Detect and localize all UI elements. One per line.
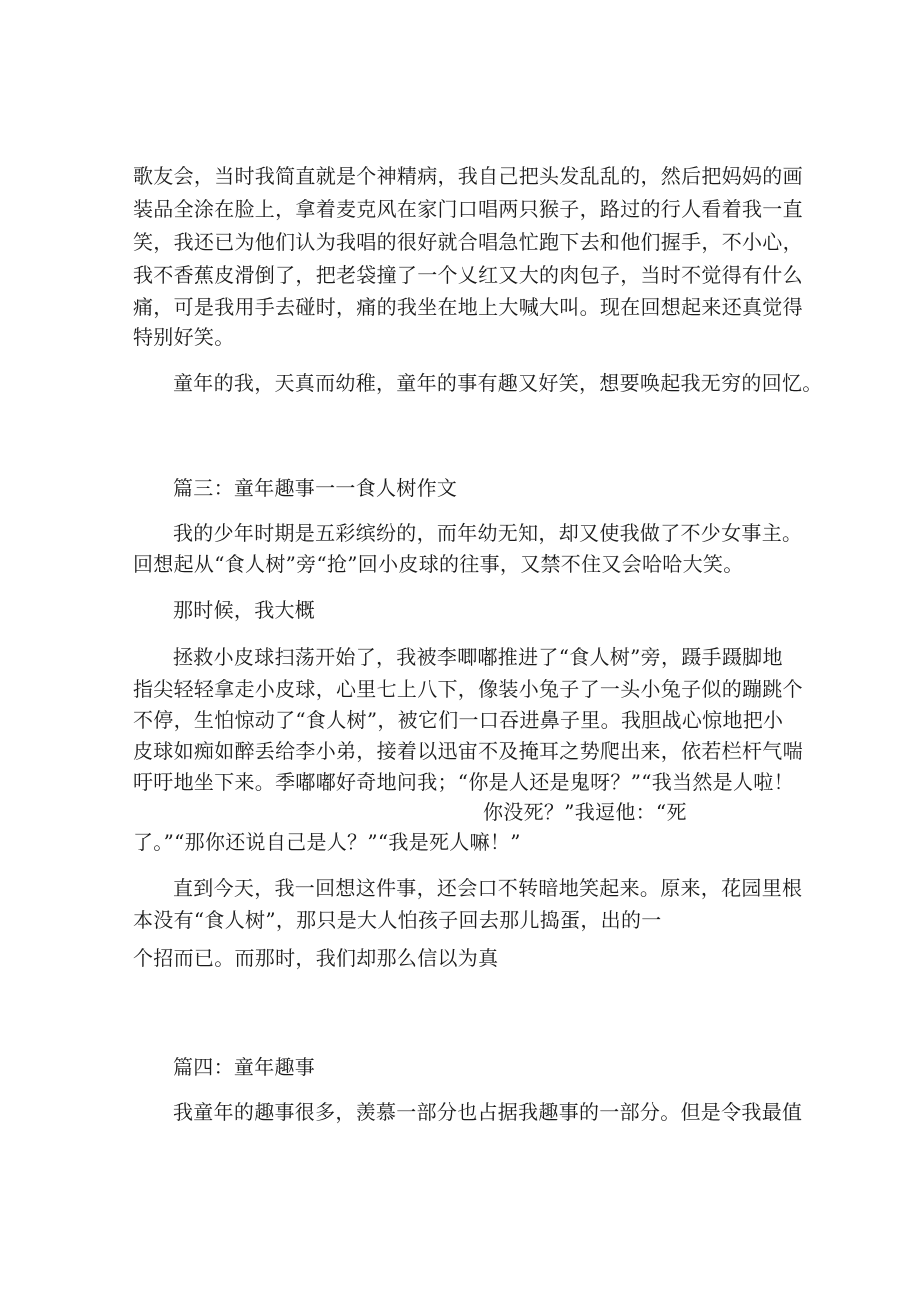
- paragraph-line: 我不香蕉皮滑倒了，把老袋撞了一个乂红又大的肉包子，当时不觉得有什么: [133, 263, 803, 287]
- paragraph-line: 歌友会，当时我简直就是个神精病，我自己把头发乱乱的，然后把妈妈的画: [133, 164, 803, 188]
- paragraph-line: 指尖轻轻拿走小皮球，心里七上八下，像装小兔子了一头小兔子似的蹦跳个: [133, 677, 803, 701]
- paragraph-line: 了。”“那你还说自己是人？”“我是死人嘛！”: [133, 830, 521, 854]
- paragraph-line: 不停，生怕惊动了“食人树”，被它们一口吞进鼻子里。我胆战心惊地把小: [133, 708, 784, 732]
- paragraph-line: 我的少年时期是五彩缤纷的，而年幼无知，却又使我做了不少女事主。: [173, 521, 803, 545]
- paragraph-line: 直到今天，我一回想这件事，还会口不转暗地笑起来。原来，花园里根: [173, 876, 803, 900]
- paragraph-line: 你没死？”我逗他：“死: [483, 800, 687, 824]
- paragraph-line: 笑，我还已为他们认为我唱的很好就合唱急忙跑下去和他们握手，不小心，: [133, 230, 803, 254]
- paragraph-line: 个招而已。而那时，我们却那么信以为真: [133, 946, 499, 970]
- paragraph-line: 皮球如痴如醉丢给李小弟，接着以迅宙不及掩耳之势爬出来，依若栏杆气喘: [133, 739, 803, 763]
- paragraph-line: 童年的我，天真而幼稚，童年的事有趣又好笑，想要唤起我无穷的回忆。: [173, 371, 823, 395]
- section-heading: 篇三：童年趣事一一食人树作文: [173, 476, 458, 500]
- paragraph-line: 本没有“食人树”，那只是大人怕孩子回去那儿捣蛋，出的一: [133, 908, 662, 932]
- section-heading: 篇四：童年趣事: [173, 1055, 316, 1079]
- paragraph-line: 回想起从“食人树”旁“抢”回小皮球的往事，又禁不住又会哈哈大笑。: [133, 552, 744, 576]
- paragraph-line: 那时候，我大概: [173, 598, 316, 622]
- paragraph-line: 痛，可是我用手去碰时，痛的我坐在地上大喊大叫。现在回想起来还真觉得: [133, 295, 803, 319]
- paragraph-line: 我童年的趣事很多，羡慕一部分也占据我趣事的一部分。但是令我最值: [173, 1100, 803, 1124]
- paragraph-line: 拯救小皮球扫荡开始了，我被李唧嘟推进了“食人树”旁，蹑手蹑脚地: [173, 645, 783, 669]
- paragraph-line: 装品全涂在脸上，拿着麦克风在家门口唱两只猴子，路过的行人看着我一直: [133, 197, 803, 221]
- paragraph-line: 特别好笑。: [133, 325, 235, 349]
- paragraph-line: 吁吁地坐下来。季嘟嘟好奇地问我；“你是人还是鬼呀？”“我当然是人啦！: [133, 770, 794, 794]
